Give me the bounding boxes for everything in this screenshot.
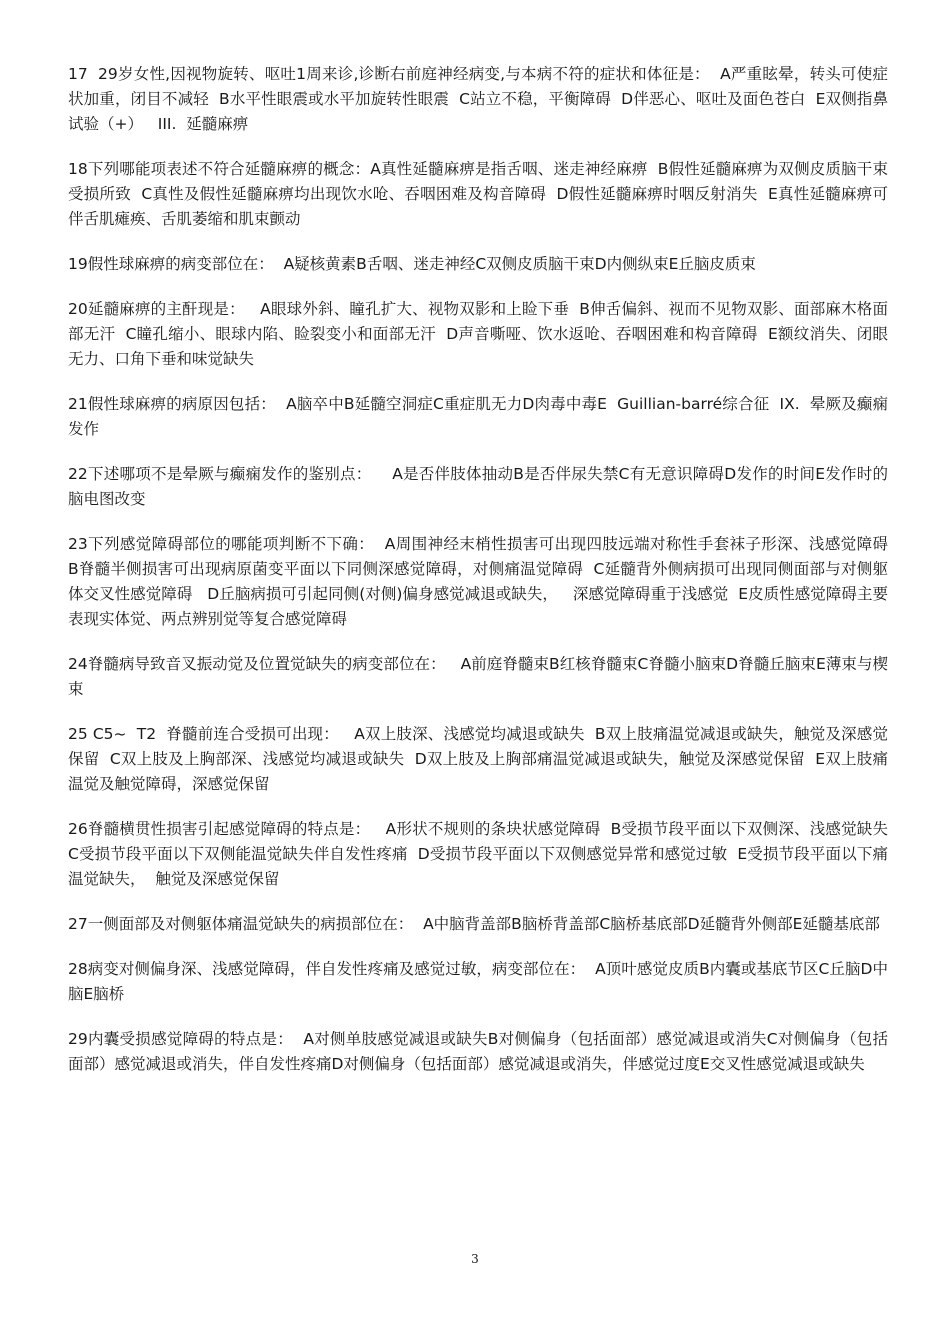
question-18: 18下列哪能项表述不符合延髓麻痹的概念：A真性延髓麻痹是指舌咽、迷走神经麻痹 B假性延髓麻痹为双侧皮质脑干束受损所致 C真性及假性延髓麻痹均出现饮水呛、吞咽困难及构音障碍 D假性延髓麻痹时咽反射消失 E真性延髓麻痹可伴舌肌瘫痪、舌肌萎缩和肌束颤动 [68,160,888,228]
question-26: 26脊髓横贯性损害引起感觉障碍的特点是： A形状不规则的条块状感觉障碍 B受损节段平面以下双侧深、浅感觉缺失 C受损节段平面以下双侧能温觉缺失伴自发性疼痛 D受损节段平面以下双侧感觉异常和感觉过敏 E受损节段平面以下痛温觉缺失， 触觉及深感觉保留 [68,820,898,888]
question-23: 23下列感觉障碍部位的哪能项判断不下确： A周围神经末梢性损害可出现四肢远端对称性手套袜子形深、浅感觉障碍 B脊髓半侧损害可出现病原菌变平面以下同侧深感觉障碍，对侧痛温觉障碍 C延髓背外侧病损可出现同侧面部与对侧躯体交叉性感觉障碍 D丘脑病损可引起同侧(对侧)偏身感觉减退或缺失， 深感觉障碍重于浅感觉 E皮质性感觉障碍主要表现实体觉、两点辨别觉等复合感觉障碍 [68,535,898,628]
question-24: 24脊髓病导致音叉振动觉及位置觉缺失的病变部位在： A前庭脊髓束B红核脊髓束C脊髓小脑束D脊髓丘脑束E薄束与楔束 [68,655,888,698]
page-number: 3 [471,1252,479,1266]
question-19: 19假性球麻痹的病变部位在： A疑核黄素B舌咽、迷走神经C双侧皮质脑干束D内侧纵束E丘脑皮质束 [68,255,756,273]
question-25: 25 C5~ T2 脊髓前连合受损可出现： A双上肢深、浅感觉均减退或缺失 B双上肢痛温觉减退或缺失，触觉及深感觉保留 C双上肢及上胸部深、浅感觉均减退或缺失 D双上肢及上胸部痛温觉减退或缺失，触觉及深感觉保留 E双上肢痛温觉及触觉障碍，深感觉保留 [68,725,888,793]
document-body [68,62,898,1097]
question-20: 20延髓麻痹的主酐现是： A眼球外斜、瞳孔扩大、视物双影和上睑下垂 B伸舌偏斜、视而不见物双影、面部麻木格面部无汗 C瞳孔缩小、眼球内陷、睑裂变小和面部无汗 D声音嘶哑、饮水返呛、吞咽困难和构音障碍 E额纹消失、闭眼无力、口角下垂和味觉缺失 [68,300,888,368]
question-29: 29内囊受损感觉障碍的特点是： A对侧单肢感觉减退或缺失B对侧偏身（包括面部）感觉减退或消失C对侧偏身（包括面部）感觉减退或消失，伴自发性疼痛D对侧偏身（包括面部）感觉减退或消失，伴感觉过度E交叉性感觉减退或缺失 [68,1030,888,1073]
question-17: 17 29岁女性,因视物旋转、呕吐1周来诊,诊断右前庭神经病变,与本病不符的症状和体征是： A严重眩晕，转头可使症状加重，闭目不减轻 B水平性眼震或水平加旋转性眼震 C站立不稳，平衡障碍 D伴恶心、呕吐及面色苍白 E双侧指鼻试验（+） III. 延髓麻痹 [68,65,888,133]
question-21: 21假性球麻痹的病原因包括： A脑卒中B延髓空洞症C重症肌无力D肉毒中毒E Guillian-barré综合征 IX. 晕厥及癫痫发作 [68,395,888,438]
question-22: 22下述哪项不是晕厥与癫痫发作的鉴别点： A是否伴肢体抽动B是否伴尿失禁C有无意识障碍D发作的时间E发作时的脑电图改变 [68,465,888,508]
question-28: 28病变对侧偏身深、浅感觉障碍，伴自发性疼痛及感觉过敏，病变部位在： A顶叶感觉皮质B内囊或基底节区C丘脑D中脑E脑桥 [68,960,888,1003]
question-27: 27一侧面部及对侧躯体痛温觉缺失的病损部位在： A中脑背盖部B脑桥背盖部C脑桥基底部D延髓背外侧部E延髓基底部 [68,915,880,933]
